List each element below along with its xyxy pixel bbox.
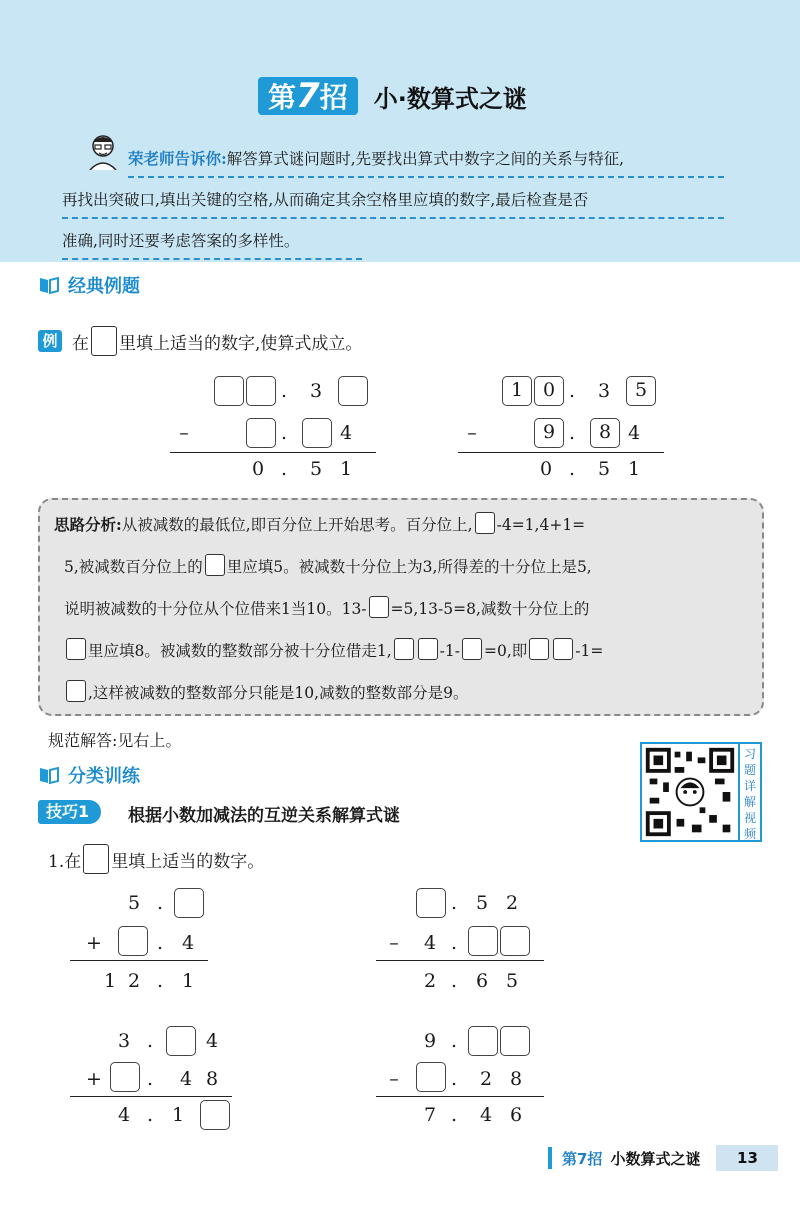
- example-right-equation: 1 0 . 3 5 – 9 . 8 4 0 . 5 1: [458, 372, 668, 482]
- example-left-equation: . 3 – . 4 0 . 5 1: [170, 372, 380, 482]
- book-icon: [38, 765, 60, 785]
- answer-box[interactable]: [416, 1062, 446, 1092]
- answer-box[interactable]: [500, 926, 530, 956]
- blank-box: [83, 844, 109, 874]
- answer-box[interactable]: [174, 888, 204, 918]
- problem-2-equation: . 5 2 – 4 . 2 . 6 5: [380, 886, 550, 996]
- standard-answer: 规范解答:见右上。: [48, 731, 182, 750]
- tip-line-1: 荣老师告诉你:解答算式谜问题时,先要找出算式中数字之间的关系与特征,: [128, 142, 724, 178]
- section-heading-classic: 经典例题: [38, 272, 140, 298]
- teacher-avatar-icon: [86, 132, 120, 170]
- question-1-prompt: 1.在 里填上适当的数字。: [48, 844, 264, 874]
- qr-code-icon[interactable]: [640, 742, 740, 842]
- analysis-line-4: 里应填8。被减数的整数部分被十分位借走1, -1- =0,即 -1=: [64, 636, 603, 666]
- blank-box: [91, 326, 117, 356]
- analysis-line-5: ,这样被减数的整数部分只能是10,减数的整数部分是9。: [64, 678, 468, 708]
- tip-line-2: 再找出突破口,填出关键的空格,从而确定其余空格里应填的数字,最后检查是否: [62, 183, 724, 219]
- chapter-badge: 第7招: [258, 77, 358, 115]
- answer-box[interactable]: [200, 1100, 230, 1130]
- footer-title: 小数算式之谜: [610, 1149, 701, 1168]
- analysis-line-3: 说明被减数的十分位从个位借来1当10。13- =5,13-5=8,减数十分位上的: [64, 594, 589, 624]
- header-band: [0, 0, 800, 262]
- problem-1-equation: 5 . + . 4 1 2 . 1: [80, 886, 220, 996]
- answer-box[interactable]: [302, 418, 332, 448]
- book-icon: [38, 275, 60, 295]
- answer-box[interactable]: [338, 376, 368, 406]
- skill-title: 根据小数加减法的互逆关系解算式谜: [128, 806, 400, 826]
- problem-4-equation: 9 . – . 2 8 7 . 4 6: [380, 1024, 550, 1134]
- problem-3-equation: 3 . 4 + . 4 8 4 . 1: [80, 1024, 240, 1134]
- answer-box[interactable]: [468, 926, 498, 956]
- answer-box[interactable]: [246, 376, 276, 406]
- page-number: 13: [716, 1145, 778, 1171]
- answer-box[interactable]: [500, 1026, 530, 1056]
- example-badge: 例: [38, 330, 62, 352]
- chapter-title-text: 小·数算式之谜: [373, 84, 527, 113]
- answer-box[interactable]: [416, 888, 446, 918]
- qr-video-label: 习题详解视频: [740, 742, 762, 842]
- answer-box[interactable]: [166, 1026, 196, 1056]
- tip-line-3: 准确,同时还要考虑答案的多样性。: [62, 224, 362, 260]
- section-heading-training: 分类训练: [38, 762, 140, 788]
- answer-box[interactable]: [118, 926, 148, 956]
- answer-box[interactable]: [214, 376, 244, 406]
- skill-badge: 技巧1: [38, 800, 101, 824]
- answer-box[interactable]: [468, 1026, 498, 1056]
- chapter-title: [258, 76, 527, 116]
- example-prompt: 例 在 里填上适当的数字,使算式成立。: [38, 326, 362, 356]
- page-footer: [548, 1145, 778, 1171]
- analysis-line-2: 5,被减数百分位上的 里应填5。被减数十分位上为3,所得差的十分位上是5,: [64, 552, 592, 582]
- footer-chapter: 第7招: [562, 1149, 603, 1168]
- answer-box[interactable]: [246, 418, 276, 448]
- analysis-line-1: 思路分析:从被减数的最低位,即百分位上开始思考。百分位上, -4=1,4+1=: [54, 510, 585, 540]
- answer-box[interactable]: [110, 1062, 140, 1092]
